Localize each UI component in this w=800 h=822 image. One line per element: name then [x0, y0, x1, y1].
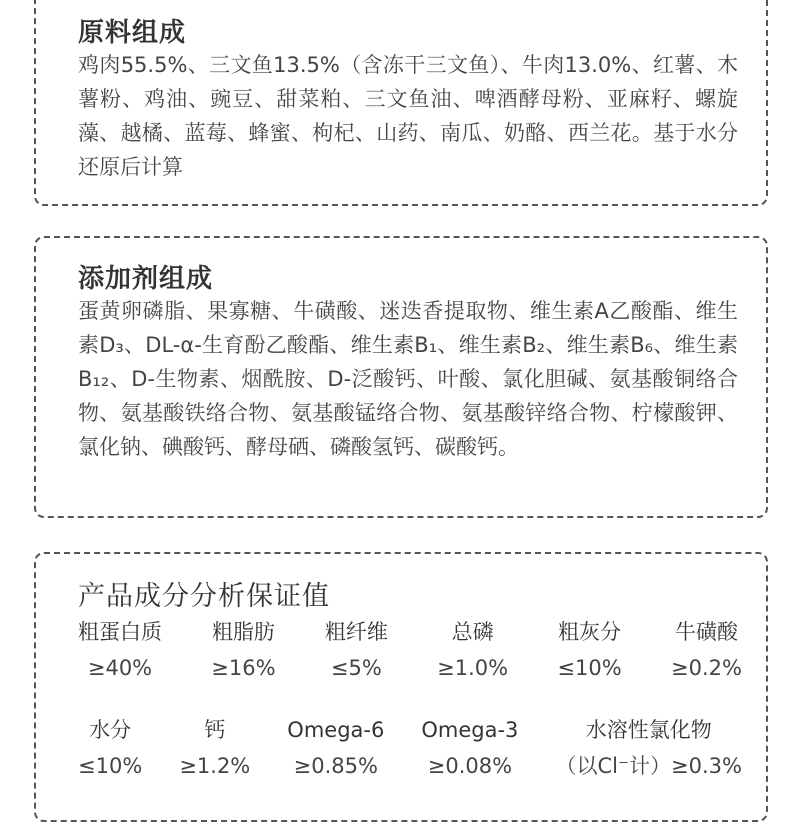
analysis-label: Omega-3	[421, 718, 519, 742]
analysis-value: ≤5%	[330, 656, 382, 680]
analysis-card	[34, 552, 768, 822]
additives-card	[34, 236, 768, 518]
analysis-row-1	[78, 616, 742, 684]
raw-materials-text: 鸡肉55.5%、三文鱼13.5%（含冻干三文鱼）、牛肉13.0%、红薯、木薯粉、鸡油、豌豆、甜菜粕、三文鱼油、啤酒酵母粉、亚麻籽、螺旋藻、越橘、蓝莓、蜂蜜、枸杞、山药、南瓜、奶酪、西兰花。基于水分还原后计算	[78, 53, 738, 179]
analysis-title: 产品成分分析保证值	[78, 581, 330, 612]
additives-title: 添加剂组成	[78, 264, 214, 294]
analysis-item	[555, 714, 742, 782]
analysis-item	[211, 616, 275, 684]
analysis-item	[78, 616, 162, 684]
analysis-item	[557, 616, 621, 684]
analysis-value: ≥0.2%	[671, 656, 742, 680]
analysis-label: 牛磺酸	[674, 620, 738, 644]
raw-materials-title: 原料组成	[78, 18, 187, 48]
additives-text: 蛋黄卵磷脂、果寡糖、牛磺酸、迷迭香提取物、维生素A乙酸酯、维生素D₃、DL-α-生育酚乙酸酯、维生素B₁、维生素B₂、维生素B₆、维生素B₁₂、D-生物素、烟酰胺、D-泛酸钙、叶酸、氯化胆碱、氨基酸铜络合物、氨基酸铁络合物、氨基酸锰络合物、氨基酸锌络合物、柠檬酸钾、氯化钠、碘酸钙、酵母硒、磷酸氢钙、碳酸钙。	[78, 299, 738, 459]
analysis-value: ≥0.85%	[293, 754, 378, 778]
analysis-label: 总磷	[451, 620, 494, 644]
analysis-value: （以Cl⁻计）≥0.3%	[555, 754, 742, 778]
analysis-item	[437, 616, 508, 684]
analysis-value: ≥16%	[211, 656, 276, 680]
analysis-label: 粗纤维	[324, 620, 388, 644]
analysis-label: 水溶性氯化物	[585, 718, 712, 742]
analysis-value: ≥1.0%	[437, 656, 509, 680]
analysis-item	[325, 616, 388, 684]
analysis-label: 粗脂肪	[211, 620, 275, 644]
analysis-value: ≥1.2%	[179, 754, 251, 778]
analysis-item	[671, 616, 742, 684]
analysis-label: 钙	[204, 718, 226, 742]
analysis-item	[78, 714, 142, 782]
analysis-label: Omega-6	[287, 718, 385, 742]
analysis-item	[421, 714, 518, 782]
analysis-item	[287, 714, 384, 782]
analysis-label: 水分	[89, 718, 132, 742]
analysis-label: 粗灰分	[558, 620, 622, 644]
analysis-label: 粗蛋白质	[78, 620, 162, 644]
analysis-value: ≥40%	[87, 656, 153, 680]
analysis-value: ≥0.08%	[427, 754, 513, 778]
analysis-item	[179, 714, 250, 782]
analysis-row-2	[78, 714, 742, 782]
analysis-value: ≤10%	[78, 754, 143, 778]
raw-materials-card	[34, 0, 768, 206]
analysis-value: ≤10%	[557, 656, 622, 680]
